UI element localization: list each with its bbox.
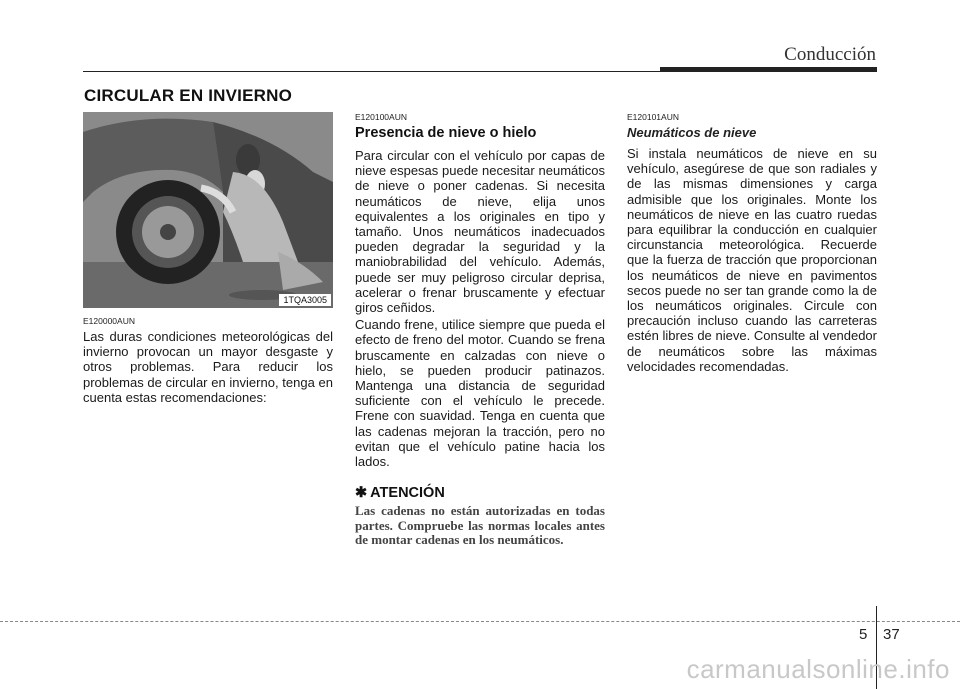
column-2 — [355, 112, 605, 547]
warning-title: ATENCIÓN — [370, 485, 445, 502]
footer-rule — [0, 621, 960, 622]
winter-tire-photo — [83, 112, 333, 308]
watermark: carmanualsonline.info — [686, 654, 950, 684]
warning-heading — [355, 485, 605, 501]
intro-paragraph: Las duras condiciones meteorológicas del invierno provocan un mayor desgaste y otros problemas. Para reducir los problemas de circular en invierno, tenga en cuenta estas recomendaciones: — [83, 329, 333, 405]
paragraph: Para circular con el vehículo por capas de nieve espesas puede necesitar neumáticos de nieve o poner cadenas. Si necesita neumáticos de nieve, elija unos equivalentes a los originales en tipo y tamaño. Unos neumáticos inadecuados pueden degradar la seguridad y la maniobrabilidad del vehículo. Además, puede ser muy peligroso circular deprisa, acelerar o frenar bruscamente y efectuar giros ceñidos. — [355, 148, 605, 316]
warning-text: Las cadenas no están autorizadas en todas partes. Compruebe las normas locales antes de montar cadenas en los neumáticos. — [355, 503, 605, 548]
chapter-title: Conducción — [784, 44, 876, 65]
paragraph: Cuando frene, utilice siempre que pueda el efecto de freno del motor. Cuando se frena bruscamente en calzadas con nieve o hielo, se pueden producir patinazos. Mantenga una distancia de seguridad suficiente con el vehículo le precede. Frene con suavidad. Tenga en cuenta que las cadenas mejoran la tracción, pero no evitan que el vehículo patine hacia los lados. — [355, 317, 605, 470]
section-code: E120000AUN — [83, 316, 135, 326]
warning-star-icon: ✱ — [355, 485, 368, 502]
subsection-heading: Presencia de nieve o hielo — [355, 125, 537, 141]
column-1 — [83, 112, 333, 407]
section-title: CIRCULAR EN INVIERNO — [84, 86, 293, 105]
photo-code: 1TQA3005 — [279, 294, 331, 306]
column-3 — [627, 112, 877, 376]
subsection-heading: Neumáticos de nieve — [627, 125, 757, 140]
section-code: E120100AUN — [355, 112, 407, 122]
section-code: E120101AUN — [627, 112, 679, 122]
page-number: 37 — [883, 626, 900, 643]
chapter-number: 5 — [859, 626, 868, 643]
paragraph: Si instala neumáticos de nieve en su vehículo, asegúrese de que son radiales y de las mismas dimensiones y carga admisible que los originales. Monte los neumáticos de nieve en las cuatro ruedas para equilibrar la conducción en cualquier circunstancia meteorológica. Recuerde que la fuerza de tracción que proporcionan los neumáticos de nieve en pavimentos secos puede no ser tan grande como la de los neumáticos originales. Circule con precaución incluso cuando las carreteras estén libres de nieve. Consulte al vendedor de neumáticos sobre las máximas velocidades recomendadas. — [627, 146, 877, 374]
header-rule — [83, 71, 663, 72]
header-rule-thick — [660, 67, 877, 72]
